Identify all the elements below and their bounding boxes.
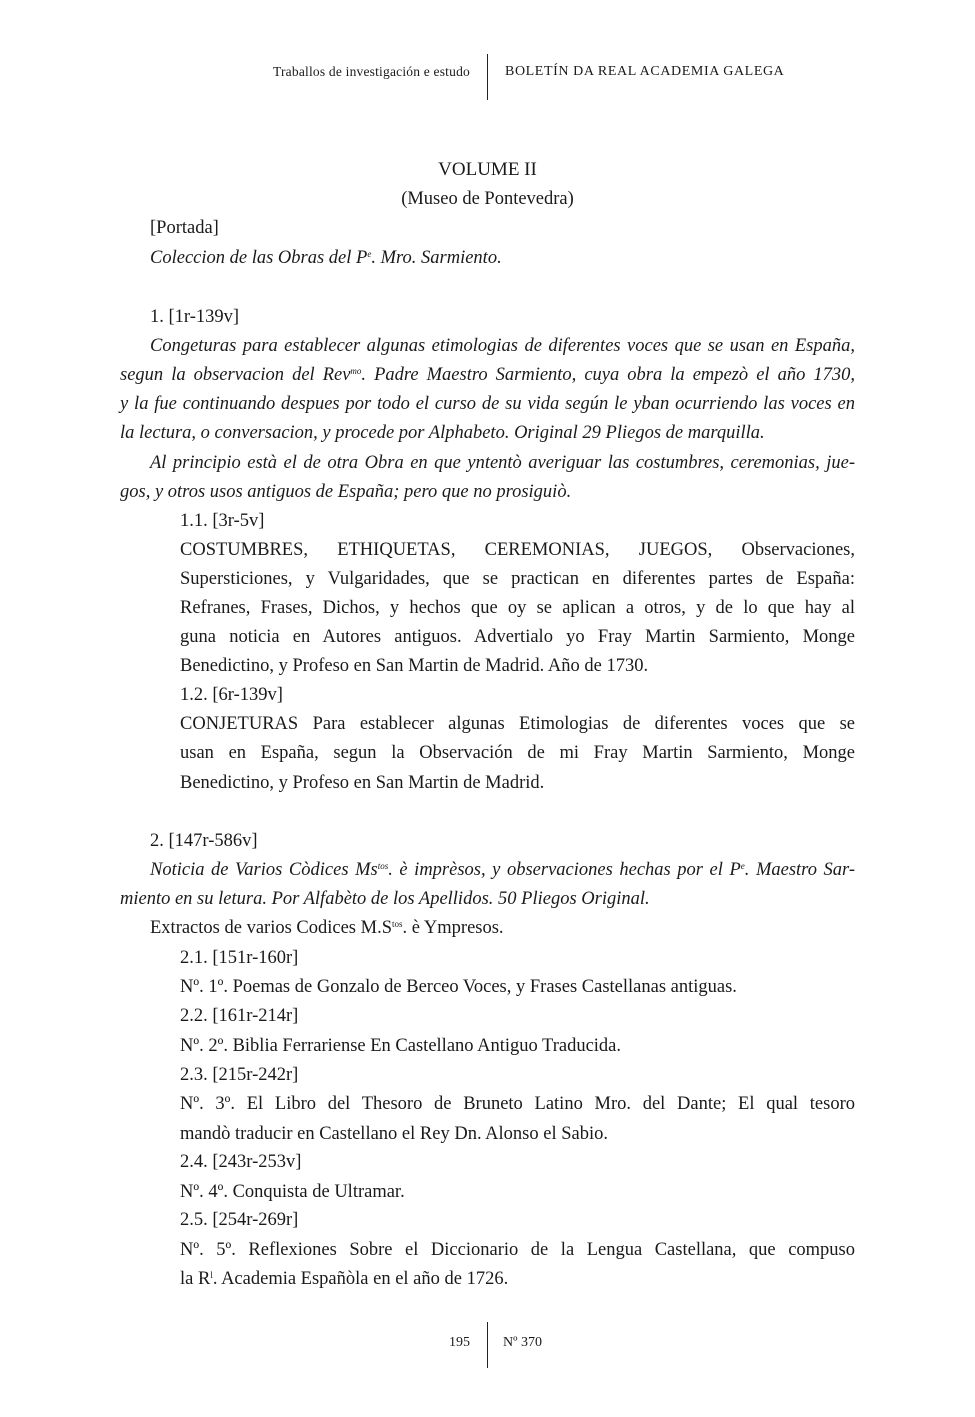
footer-divider: [487, 1322, 488, 1368]
item-1-heading: 1. [1r-139v]: [150, 307, 240, 327]
subitem-1-2-heading: 1.2. [6r-139v]: [180, 685, 283, 705]
page-number: 195: [449, 1335, 470, 1350]
subitem-2-2-heading: 2.2. [161r-214r]: [180, 1006, 299, 1026]
subitem-1-2-line: CONJETURAS Para establecer algunas Etimologias de diferentes voces que se: [180, 714, 855, 734]
running-header-section: Traballos de investigación e estudo: [273, 64, 470, 79]
subitem-1-1-line: Supersticiones, y Vulgaridades, que se practican en diferentes partes de España:: [180, 569, 855, 589]
portada-title: Coleccion de las Obras del $P^e$. Mro. Sarmiento.: [150, 248, 502, 268]
subitem-1-1-line: Refranes, Frases, Dichos, y hechos que oy se aplican a otros, y de lo que hay al: [180, 598, 855, 618]
issue-number: Nº 370: [503, 1335, 542, 1350]
subitem-2-3-line: mandò traducir en Castellano el Rey Dn. Alonso el Sabio.: [180, 1124, 608, 1144]
item-2-extracts: Extractos de varios Codices $M.S^{tos}$. è Ympresos.: [150, 918, 504, 938]
portada-label: [Portada]: [150, 218, 219, 238]
subitem-2-4-heading: 2.4. [243r-253v]: [180, 1152, 302, 1172]
item-1-note-line: gos, y otros usos antiguos de España; pero que no prosiguiò.: [120, 482, 572, 502]
item-1-note-line: Al principio està el de otra Obra en que yntentò averiguar las costumbres, ceremonias, jue-: [150, 453, 855, 473]
subitem-1-1-heading: 1.1. [3r-5v]: [180, 511, 265, 531]
item-2-heading: 2. [147r-586v]: [150, 831, 258, 851]
volume-title: VOLUME II: [438, 159, 537, 180]
subitem-2-1-heading: 2.1. [151r-160r]: [180, 948, 299, 968]
volume-subtitle: (Museo de Pontevedra): [401, 189, 574, 209]
subitem-2-4-line: Nº. 4º. Conquista de Ultramar.: [180, 1182, 405, 1202]
subitem-2-1-line: Nº. 1º. Poemas de Gonzalo de Berceo Voces, y Frases Castellanas antiguas.: [180, 977, 737, 997]
item-1-line: segun la observacion del Rev$^{mo}$. Padre Maestro Sarmiento, cuya obra la empezò el año 1730,: [120, 365, 855, 385]
subitem-1-1-line: guna noticia en Autores antiguos. Advertialo yo Fray Martin Sarmiento, Monge: [180, 627, 855, 647]
item-2-line: Noticia de Varios Còdices $Ms^{tos}$. è imprèsos, y observaciones hechas por el $P^e$. Maestro Sar-: [150, 860, 855, 880]
subitem-1-1-line: Benedictino, y Profeso en San Martin de Madrid. Año de 1730.: [180, 656, 649, 676]
subitem-1-2-line: Benedictino, y Profeso en San Martin de Madrid.: [180, 773, 545, 793]
item-1-line: y la fue continuando despues por todo el curso de su vida según le yban ocurriendo las voces en: [120, 394, 855, 414]
subitem-2-5-line: la $R^l$. Academia Españòla en el año de 1726.: [180, 1269, 509, 1289]
item-1-line: la lectura, o conversacion, y procede por Alphabeto. Original 29 Pliegos de marquilla.: [120, 423, 765, 443]
subitem-1-1-line: COSTUMBRES, ETHIQUETAS, CEREMONIAS, JUEGOS, Observaciones,: [180, 540, 855, 560]
header-divider: [487, 54, 488, 100]
subitem-2-5-line: Nº. 5º. Reflexiones Sobre el Diccionario de la Lengua Castellana, que compuso: [180, 1240, 855, 1260]
subitem-2-5-heading: 2.5. [254r-269r]: [180, 1210, 299, 1230]
item-1-line: Congeturas para establecer algunas etimologias de diferentes voces que se usan en España,: [150, 336, 855, 356]
subitem-2-3-heading: 2.3. [215r-242r]: [180, 1065, 299, 1085]
running-header-journal: BOLETÍN DA REAL ACADEMIA GALEGA: [505, 64, 785, 79]
subitem-2-2-line: Nº. 2º. Biblia Ferrariense En Castellano Antiguo Traducida.: [180, 1036, 622, 1056]
subitem-1-2-line: usan en España, segun la Observación de mi Fray Martin Sarmiento, Monge: [180, 743, 855, 763]
item-2-line: miento en su letura. Por Alfabèto de los Apellidos. 50 Pliegos Original.: [120, 889, 650, 909]
subitem-2-3-line: Nº. 3º. El Libro del Thesoro de Bruneto Latino Mro. del Dante; El qual tesoro: [180, 1094, 855, 1114]
